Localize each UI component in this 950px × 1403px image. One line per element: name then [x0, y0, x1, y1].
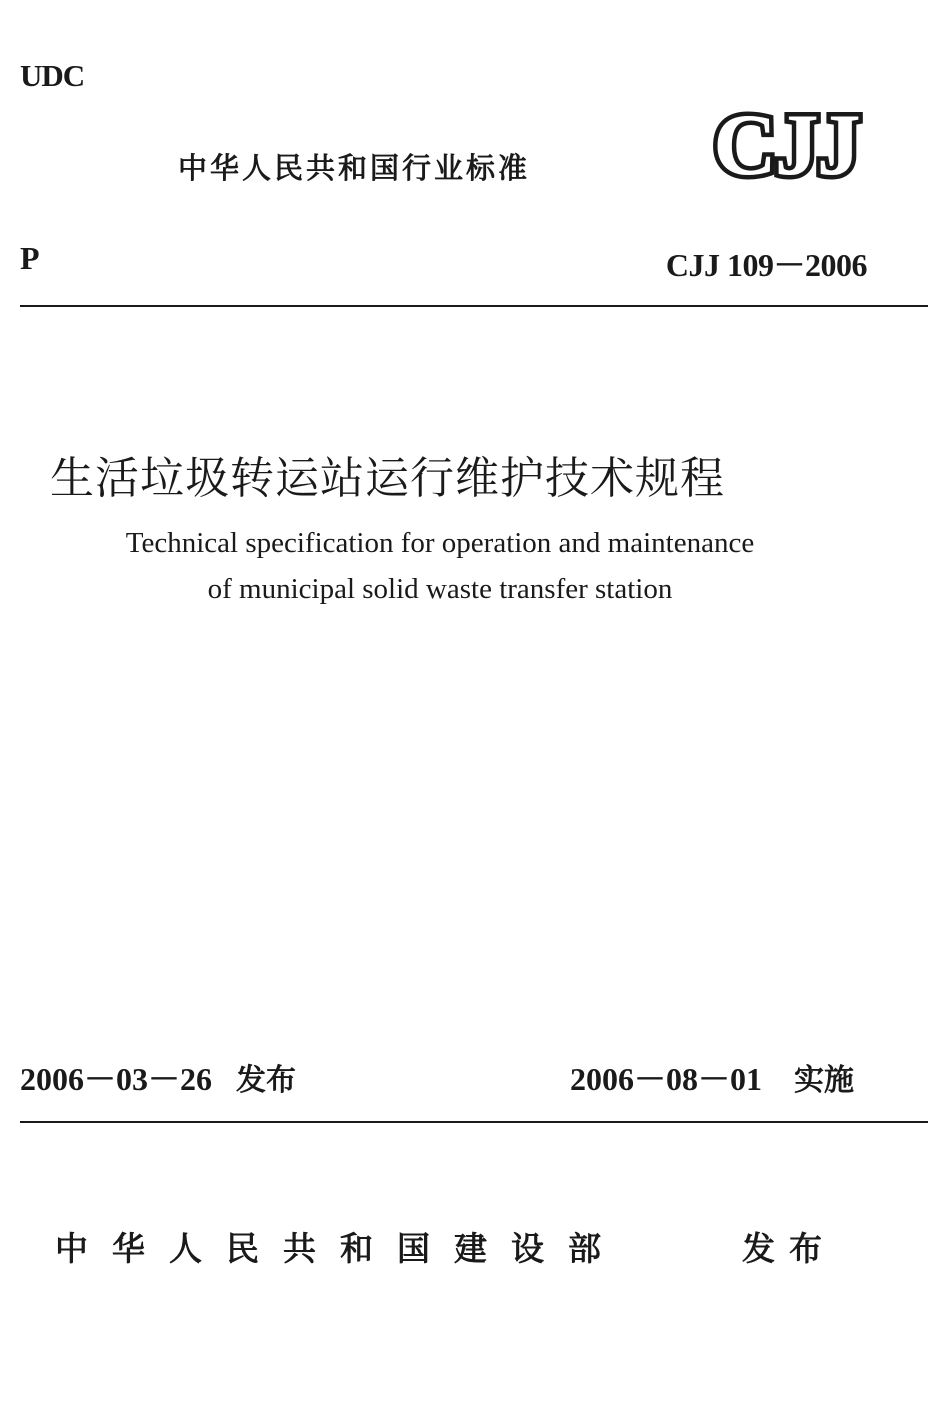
- classification-code: P: [20, 240, 40, 276]
- implement-date-block: [570, 1054, 854, 1100]
- publisher-name: 中华人民共和国建设部: [55, 1229, 625, 1268]
- english-title: [0, 520, 880, 612]
- udc-label: UDC: [20, 58, 85, 93]
- cjj-logo: [700, 100, 872, 184]
- publish-label: 发布: [742, 1229, 836, 1268]
- issue-date: 2006－03－26: [20, 1061, 213, 1097]
- standard-type-title: 中华人民共和国行业标准: [178, 151, 531, 185]
- bottom-divider: [20, 1121, 928, 1123]
- implement-date: 2006－08－01: [570, 1061, 763, 1097]
- top-divider: [20, 305, 928, 307]
- implement-label: 实施: [794, 1063, 855, 1098]
- english-title-line-2: of municipal solid waste transfer station: [207, 573, 673, 605]
- english-title-line-1: Technical specification for operation and maintenance: [125, 527, 755, 559]
- issue-date-block: [20, 1054, 296, 1100]
- cjj-logo-text: CJJ: [713, 100, 859, 184]
- issue-label: 发布: [236, 1063, 297, 1098]
- chinese-title: 生活垃圾转运站运行维护技术规程: [50, 453, 725, 504]
- standard-number: CJJ 109－2006: [665, 247, 867, 283]
